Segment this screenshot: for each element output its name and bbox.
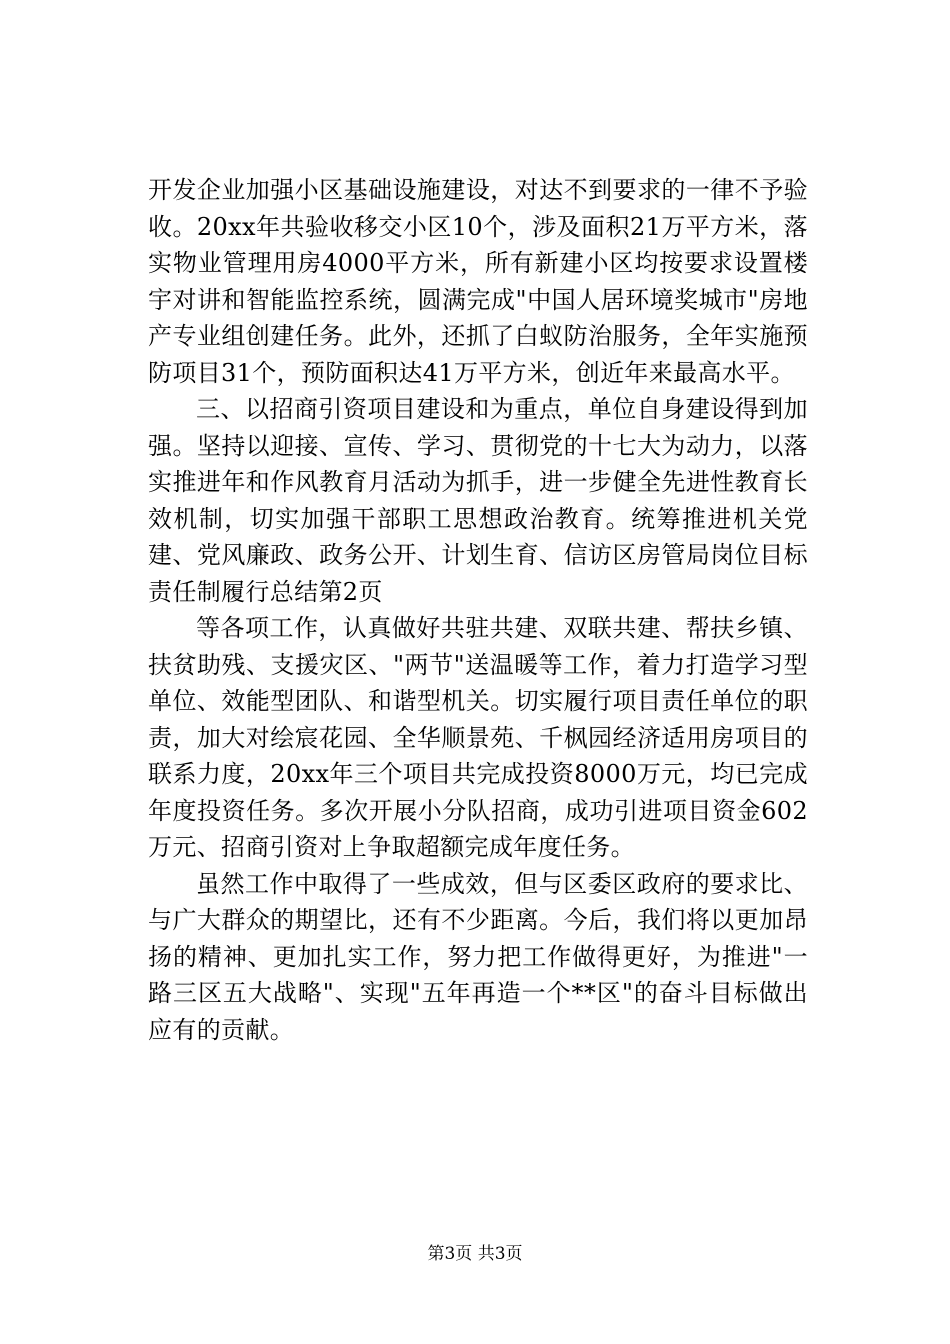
paragraph-2: 三、以招商引资项目建设和为重点，单位自身建设得到加强。坚持以迎接、宣传、学习、贯彻党的十七大为动力，以落实推进年和作风教育月活动为抓手，进一步健全先进性教育长效机制，切实加强干部职工思想政治教育。统筹推进机关党建、党风廉政、政务公开、计划生育、信访区房管局岗位目标责任制履行总结第2页	[148, 395, 808, 606]
paragraph-4: 虽然工作中取得了一些成效，但与区委区政府的要求比、与广大群众的期望比，还有不少距离。今后，我们将以更加昂扬的精神、更加扎实工作，努力把工作做得更好，为推进"一路三区五大战略"、实现"五年再造一个**区"的奋斗目标做出应有的贡献。	[148, 869, 808, 1044]
document-body	[148, 172, 808, 1048]
paragraph-3: 等各项工作，认真做好共驻共建、双联共建、帮扶乡镇、扶贫助残、支援灾区、"两节"送温暖等工作，着力打造学习型单位、效能型团队、和谐型机关。切实履行项目责任单位的职责，加大对绘宸花园、全华顺景苑、千枫园经济适用房项目的联系力度，20xx年三个项目共完成投资8000万元，均已完成年度投资任务。多次开展小分队招商，成功引进项目资金602万元、招商引资对上争取超额完成年度任务。	[148, 614, 808, 861]
page-number-footer: 第3页 共3页	[427, 1244, 523, 1264]
paragraph-1: 开发企业加强小区基础设施建设，对达不到要求的一律不予验收。20xx年共验收移交小区10个，涉及面积21万平方米，落实物业管理用房4000平方米，所有新建小区均按要求设置楼宇对讲和智能监控系统，圆满完成"中国人居环境奖城市"房地产专业组创建任务。此外，还抓了白蚁防治服务，全年实施预防项目31个，预防面积达41万平方米，创近年来最高水平。	[148, 176, 808, 387]
